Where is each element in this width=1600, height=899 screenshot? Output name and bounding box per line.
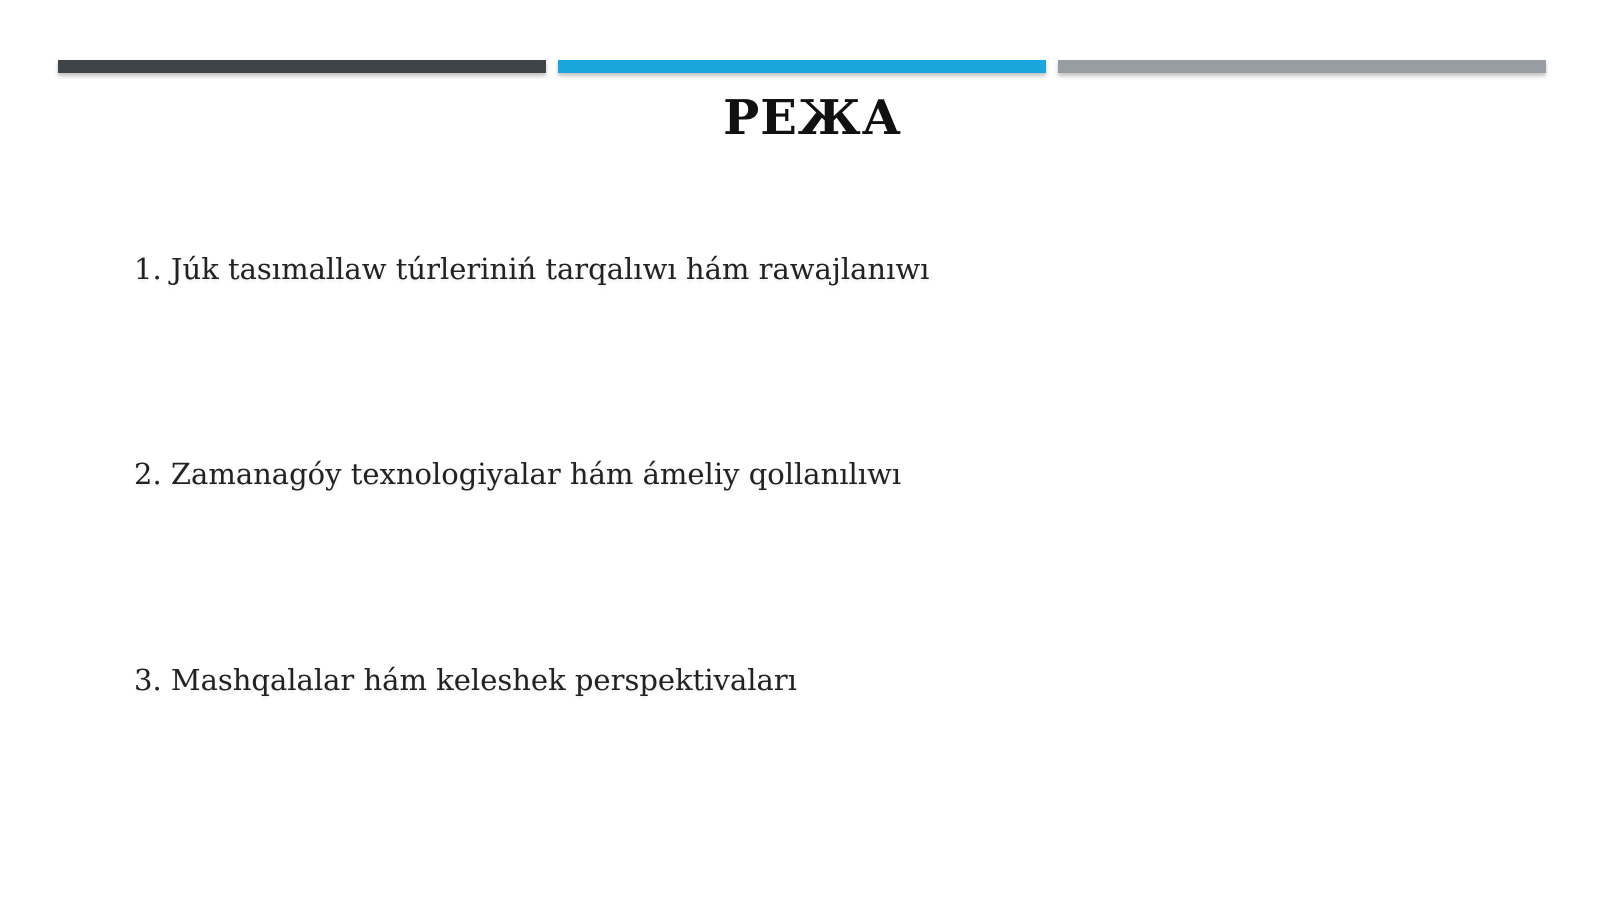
decor-bar-blue — [558, 60, 1046, 73]
slide-title: РЕЖА — [723, 90, 902, 146]
decor-bar-gray — [1058, 60, 1546, 73]
decor-bar-dark — [58, 60, 546, 73]
plan-item: 1. Júk tasımallaw túrleriniń tarqalıwı hám rawajlanıwı — [134, 252, 930, 286]
plan-item: 3. Mashqalalar hám keleshek perspektivaları — [134, 663, 797, 697]
plan-item: 2. Zamanagóy texnologiyalar hám ámeliy qollanılıwı — [134, 457, 902, 491]
